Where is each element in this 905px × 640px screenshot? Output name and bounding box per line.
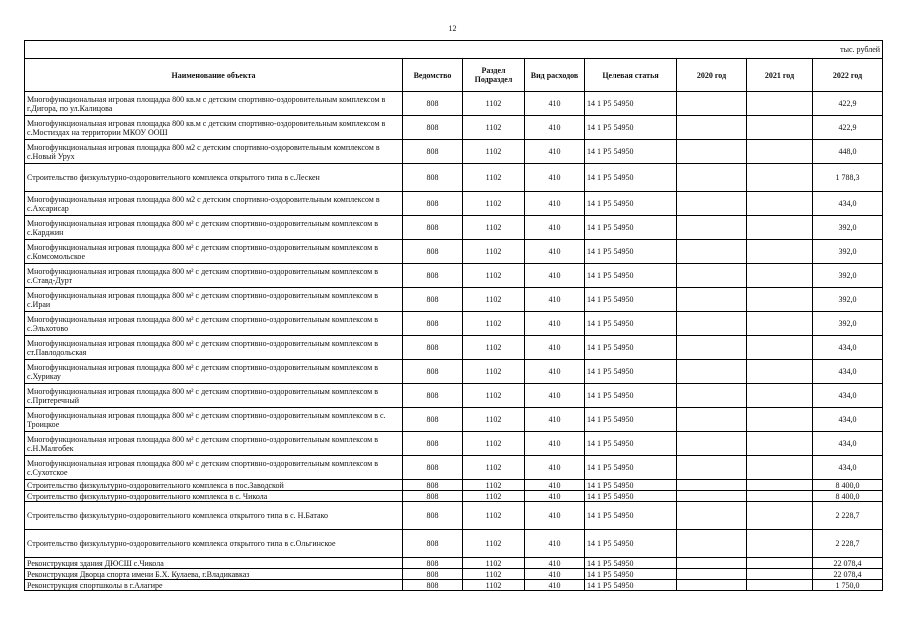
cell-2022: 1 788,3 bbox=[813, 164, 883, 192]
cell-target-article: 14 1 P5 54950 bbox=[585, 530, 677, 558]
cell-department: 808 bbox=[403, 240, 463, 264]
cell-section: 1102 bbox=[463, 92, 525, 116]
cell-2021 bbox=[747, 164, 813, 192]
cell-expense-type: 410 bbox=[525, 116, 585, 140]
cell-expense-type: 410 bbox=[525, 288, 585, 312]
cell-expense-type: 410 bbox=[525, 432, 585, 456]
cell-2022: 434,0 bbox=[813, 384, 883, 408]
table-row bbox=[25, 288, 883, 312]
cell-2021 bbox=[747, 502, 813, 530]
cell-2022: 392,0 bbox=[813, 264, 883, 288]
cell-target-article: 14 1 P5 54950 bbox=[585, 558, 677, 569]
cell-section: 1102 bbox=[463, 360, 525, 384]
cell-object-name: Многофункциональная игровая площадка 800 м² с детским спортивно-оздоровительным комплексом в с.Сухотское bbox=[25, 456, 403, 480]
cell-department: 808 bbox=[403, 384, 463, 408]
cell-object-name: Многофункциональная игровая площадка 800 м² с детским спортивно-оздоровительным комплексом в с.Комсомольское bbox=[25, 240, 403, 264]
cell-object-name: Многофункциональная игровая площадка 800 кв.м с детским спортивно-оздоровительным комплексом в с.Мостиздах на территории МКОУ ООШ bbox=[25, 116, 403, 140]
cell-target-article: 14 1 P5 54950 bbox=[585, 384, 677, 408]
cell-expense-type: 410 bbox=[525, 456, 585, 480]
cell-section: 1102 bbox=[463, 480, 525, 491]
cell-department: 808 bbox=[403, 432, 463, 456]
header-2020: 2020 год bbox=[677, 59, 747, 92]
cell-department: 808 bbox=[403, 360, 463, 384]
cell-section: 1102 bbox=[463, 432, 525, 456]
cell-section: 1102 bbox=[463, 312, 525, 336]
cell-2020 bbox=[677, 456, 747, 480]
table-row bbox=[25, 408, 883, 432]
cell-2022: 434,0 bbox=[813, 408, 883, 432]
cell-2022: 2 228,7 bbox=[813, 530, 883, 558]
cell-section: 1102 bbox=[463, 569, 525, 580]
table-row bbox=[25, 92, 883, 116]
cell-2021 bbox=[747, 480, 813, 491]
cell-section: 1102 bbox=[463, 502, 525, 530]
cell-department: 808 bbox=[403, 288, 463, 312]
cell-target-article: 14 1 P5 54950 bbox=[585, 192, 677, 216]
cell-section: 1102 bbox=[463, 264, 525, 288]
unit-row bbox=[25, 41, 883, 59]
cell-object-name: Реконструкция здания ДЮСШ с.Чикола bbox=[25, 558, 403, 569]
cell-2022: 422,9 bbox=[813, 116, 883, 140]
cell-2022: 392,0 bbox=[813, 216, 883, 240]
cell-2020 bbox=[677, 580, 747, 591]
cell-2021 bbox=[747, 312, 813, 336]
cell-department: 808 bbox=[403, 580, 463, 591]
cell-target-article: 14 1 P5 54950 bbox=[585, 456, 677, 480]
cell-target-article: 14 1 P5 54950 bbox=[585, 116, 677, 140]
cell-section: 1102 bbox=[463, 491, 525, 502]
cell-2022: 434,0 bbox=[813, 336, 883, 360]
cell-object-name: Строительство физкультурно-оздоровительного комплекса в пос.Заводской bbox=[25, 480, 403, 491]
cell-object-name: Многофункциональная игровая площадка 800 м² с детским спортивно-оздоровительным комплексом в с.Притеречный bbox=[25, 384, 403, 408]
header-name: Наименование объекта bbox=[25, 59, 403, 92]
cell-object-name: Многофункциональная игровая площадка 800 м2 с детским спортивно-оздоровительным комплексом в с.Ахсарисар bbox=[25, 192, 403, 216]
cell-2021 bbox=[747, 408, 813, 432]
cell-expense-type: 410 bbox=[525, 240, 585, 264]
cell-2020 bbox=[677, 312, 747, 336]
table-row bbox=[25, 264, 883, 288]
cell-target-article: 14 1 P5 54950 bbox=[585, 480, 677, 491]
header-2022: 2022 год bbox=[813, 59, 883, 92]
table-row bbox=[25, 432, 883, 456]
table-row bbox=[25, 456, 883, 480]
table-row bbox=[25, 558, 883, 569]
cell-expense-type: 410 bbox=[525, 480, 585, 491]
cell-object-name: Реконструкция Дворца спорта имени Б.Х. Кулаева, г.Владикавказ bbox=[25, 569, 403, 580]
table-row bbox=[25, 384, 883, 408]
cell-2020 bbox=[677, 140, 747, 164]
cell-2021 bbox=[747, 491, 813, 502]
cell-2021 bbox=[747, 264, 813, 288]
cell-2021 bbox=[747, 288, 813, 312]
cell-section: 1102 bbox=[463, 192, 525, 216]
cell-2022: 22 078,4 bbox=[813, 558, 883, 569]
cell-section: 1102 bbox=[463, 336, 525, 360]
cell-2022: 392,0 bbox=[813, 312, 883, 336]
table-row bbox=[25, 336, 883, 360]
table-row bbox=[25, 502, 883, 530]
cell-2021 bbox=[747, 558, 813, 569]
cell-2022: 1 750,0 bbox=[813, 580, 883, 591]
cell-2022: 448,0 bbox=[813, 140, 883, 164]
cell-object-name: Многофункциональная игровая площадка 800 м² с детским спортивно-оздоровительным комплексом в ст.Павлодольская bbox=[25, 336, 403, 360]
cell-section: 1102 bbox=[463, 384, 525, 408]
cell-target-article: 14 1 P5 54950 bbox=[585, 502, 677, 530]
cell-2020 bbox=[677, 491, 747, 502]
cell-expense-type: 410 bbox=[525, 336, 585, 360]
cell-target-article: 14 1 P5 54950 bbox=[585, 336, 677, 360]
cell-section: 1102 bbox=[463, 288, 525, 312]
table-row bbox=[25, 580, 883, 591]
cell-2022: 434,0 bbox=[813, 456, 883, 480]
cell-expense-type: 410 bbox=[525, 580, 585, 591]
cell-2020 bbox=[677, 502, 747, 530]
cell-object-name: Многофункциональная игровая площадка 800 м² с детским спортивно-оздоровительным комплексом в с.Хурикау bbox=[25, 360, 403, 384]
cell-object-name: Строительство физкультурно-оздоровительного комплекса открытого типа в с. Н.Батако bbox=[25, 502, 403, 530]
cell-target-article: 14 1 P5 54950 bbox=[585, 264, 677, 288]
cell-department: 808 bbox=[403, 336, 463, 360]
cell-object-name: Многофункциональная игровая площадка 800 кв.м с детским спортивно-оздоровительным комплексом в г.Дигора, по ул.Калицова bbox=[25, 92, 403, 116]
cell-department: 808 bbox=[403, 264, 463, 288]
cell-2020 bbox=[677, 432, 747, 456]
cell-target-article: 14 1 P5 54950 bbox=[585, 312, 677, 336]
cell-section: 1102 bbox=[463, 140, 525, 164]
cell-2021 bbox=[747, 192, 813, 216]
cell-2022: 392,0 bbox=[813, 240, 883, 264]
cell-department: 808 bbox=[403, 456, 463, 480]
cell-2020 bbox=[677, 558, 747, 569]
cell-expense-type: 410 bbox=[525, 530, 585, 558]
cell-2022: 434,0 bbox=[813, 192, 883, 216]
cell-2020 bbox=[677, 92, 747, 116]
cell-expense-type: 410 bbox=[525, 408, 585, 432]
cell-department: 808 bbox=[403, 530, 463, 558]
cell-department: 808 bbox=[403, 491, 463, 502]
cell-section: 1102 bbox=[463, 580, 525, 591]
cell-2021 bbox=[747, 336, 813, 360]
cell-expense-type: 410 bbox=[525, 164, 585, 192]
cell-object-name: Строительство физкультурно-оздоровительного комплекса открытого типа в с.Лескен bbox=[25, 164, 403, 192]
cell-target-article: 14 1 P5 54950 bbox=[585, 408, 677, 432]
cell-2020 bbox=[677, 240, 747, 264]
cell-2020 bbox=[677, 116, 747, 140]
header-expense: Вид расходов bbox=[525, 59, 585, 92]
cell-department: 808 bbox=[403, 92, 463, 116]
cell-expense-type: 410 bbox=[525, 558, 585, 569]
cell-section: 1102 bbox=[463, 164, 525, 192]
cell-object-name: Многофункциональная игровая площадка 800 м² с детским спортивно-оздоровительным комплексом в с.Эльхотово bbox=[25, 312, 403, 336]
cell-object-name: Строительство физкультурно-оздоровительного комплекса открытого типа в с.Ольгинское bbox=[25, 530, 403, 558]
cell-section: 1102 bbox=[463, 558, 525, 569]
cell-section: 1102 bbox=[463, 530, 525, 558]
header-row bbox=[25, 59, 883, 92]
cell-object-name: Многофункциональная игровая площадка 800 м² с детским спортивно-оздоровительным комплексом в с.Ставд-Дурт bbox=[25, 264, 403, 288]
cell-expense-type: 410 bbox=[525, 360, 585, 384]
cell-expense-type: 410 bbox=[525, 216, 585, 240]
table-row bbox=[25, 491, 883, 502]
cell-department: 808 bbox=[403, 140, 463, 164]
cell-2020 bbox=[677, 192, 747, 216]
cell-2020 bbox=[677, 408, 747, 432]
cell-target-article: 14 1 P5 54950 bbox=[585, 92, 677, 116]
cell-object-name: Многофункциональная игровая площадка 800 м² с детским спортивно-оздоровительным комплексом в с.Карджин bbox=[25, 216, 403, 240]
cell-2020 bbox=[677, 530, 747, 558]
cell-object-name: Многофункциональная игровая площадка 800 м² с детским спортивно-оздоровительным комплексом в с.Ираи bbox=[25, 288, 403, 312]
table-row bbox=[25, 164, 883, 192]
cell-target-article: 14 1 P5 54950 bbox=[585, 360, 677, 384]
cell-target-article: 14 1 P5 54950 bbox=[585, 580, 677, 591]
table-row bbox=[25, 116, 883, 140]
cell-department: 808 bbox=[403, 569, 463, 580]
cell-object-name: Многофункциональная игровая площадка 800 м² с детским спортивно-оздоровительным комплексом в с. Троицкое bbox=[25, 408, 403, 432]
table-row bbox=[25, 360, 883, 384]
cell-target-article: 14 1 P5 54950 bbox=[585, 240, 677, 264]
cell-2021 bbox=[747, 580, 813, 591]
cell-2020 bbox=[677, 216, 747, 240]
unit-label: тыс. рублей bbox=[25, 41, 883, 59]
cell-expense-type: 410 bbox=[525, 384, 585, 408]
cell-2020 bbox=[677, 480, 747, 491]
table-row bbox=[25, 312, 883, 336]
cell-expense-type: 410 bbox=[525, 140, 585, 164]
cell-department: 808 bbox=[403, 408, 463, 432]
cell-section: 1102 bbox=[463, 116, 525, 140]
cell-2022: 422,9 bbox=[813, 92, 883, 116]
cell-2022: 22 078,4 bbox=[813, 569, 883, 580]
cell-2020 bbox=[677, 336, 747, 360]
cell-expense-type: 410 bbox=[525, 569, 585, 580]
cell-department: 808 bbox=[403, 164, 463, 192]
table-row bbox=[25, 480, 883, 491]
cell-2020 bbox=[677, 569, 747, 580]
cell-section: 1102 bbox=[463, 408, 525, 432]
cell-2020 bbox=[677, 264, 747, 288]
cell-section: 1102 bbox=[463, 456, 525, 480]
header-2021: 2021 год bbox=[747, 59, 813, 92]
cell-2020 bbox=[677, 164, 747, 192]
cell-2021 bbox=[747, 569, 813, 580]
cell-department: 808 bbox=[403, 116, 463, 140]
cell-expense-type: 410 bbox=[525, 312, 585, 336]
cell-2021 bbox=[747, 384, 813, 408]
cell-2021 bbox=[747, 456, 813, 480]
cell-2022: 2 228,7 bbox=[813, 502, 883, 530]
cell-target-article: 14 1 P5 54950 bbox=[585, 491, 677, 502]
budget-table bbox=[24, 40, 883, 591]
cell-department: 808 bbox=[403, 192, 463, 216]
cell-expense-type: 410 bbox=[525, 491, 585, 502]
cell-2022: 392,0 bbox=[813, 288, 883, 312]
cell-2022: 434,0 bbox=[813, 360, 883, 384]
cell-2021 bbox=[747, 240, 813, 264]
cell-department: 808 bbox=[403, 312, 463, 336]
cell-object-name: Строительство физкультурно-оздоровительного комплекса в с. Чикола bbox=[25, 491, 403, 502]
cell-2021 bbox=[747, 432, 813, 456]
cell-target-article: 14 1 P5 54950 bbox=[585, 432, 677, 456]
cell-target-article: 14 1 P5 54950 bbox=[585, 216, 677, 240]
cell-object-name: Многофункциональная игровая площадка 800 м² с детским спортивно-оздоровительным комплексом в с.Н.Малгобек bbox=[25, 432, 403, 456]
header-section: Раздел Подраздел bbox=[463, 59, 525, 92]
cell-2020 bbox=[677, 384, 747, 408]
cell-2020 bbox=[677, 360, 747, 384]
table-row bbox=[25, 569, 883, 580]
page-number: 12 bbox=[448, 24, 457, 33]
cell-2021 bbox=[747, 92, 813, 116]
header-target: Целевая статья bbox=[585, 59, 677, 92]
cell-expense-type: 410 bbox=[525, 192, 585, 216]
cell-2021 bbox=[747, 116, 813, 140]
cell-expense-type: 410 bbox=[525, 502, 585, 530]
cell-expense-type: 410 bbox=[525, 264, 585, 288]
cell-object-name: Реконструкция спортшколы в г.Алагире bbox=[25, 580, 403, 591]
cell-2022: 8 400,0 bbox=[813, 480, 883, 491]
cell-department: 808 bbox=[403, 480, 463, 491]
cell-section: 1102 bbox=[463, 216, 525, 240]
cell-department: 808 bbox=[403, 558, 463, 569]
cell-2021 bbox=[747, 530, 813, 558]
cell-object-name: Многофункциональная игровая площадка 800 м2 с детским спортивно-оздоровительным комплексом в с.Новый Урух bbox=[25, 140, 403, 164]
table-row bbox=[25, 216, 883, 240]
cell-target-article: 14 1 P5 54950 bbox=[585, 569, 677, 580]
cell-2020 bbox=[677, 288, 747, 312]
table-row bbox=[25, 240, 883, 264]
cell-section: 1102 bbox=[463, 240, 525, 264]
header-dept: Ведомство bbox=[403, 59, 463, 92]
table-body bbox=[25, 92, 883, 591]
cell-target-article: 14 1 P5 54950 bbox=[585, 288, 677, 312]
cell-2021 bbox=[747, 216, 813, 240]
cell-2021 bbox=[747, 360, 813, 384]
table-row bbox=[25, 530, 883, 558]
cell-target-article: 14 1 P5 54950 bbox=[585, 140, 677, 164]
table-row bbox=[25, 192, 883, 216]
table-row bbox=[25, 140, 883, 164]
cell-2022: 8 400,0 bbox=[813, 491, 883, 502]
cell-2022: 434,0 bbox=[813, 432, 883, 456]
cell-department: 808 bbox=[403, 216, 463, 240]
cell-target-article: 14 1 P5 54950 bbox=[585, 164, 677, 192]
cell-expense-type: 410 bbox=[525, 92, 585, 116]
cell-department: 808 bbox=[403, 502, 463, 530]
cell-2021 bbox=[747, 140, 813, 164]
